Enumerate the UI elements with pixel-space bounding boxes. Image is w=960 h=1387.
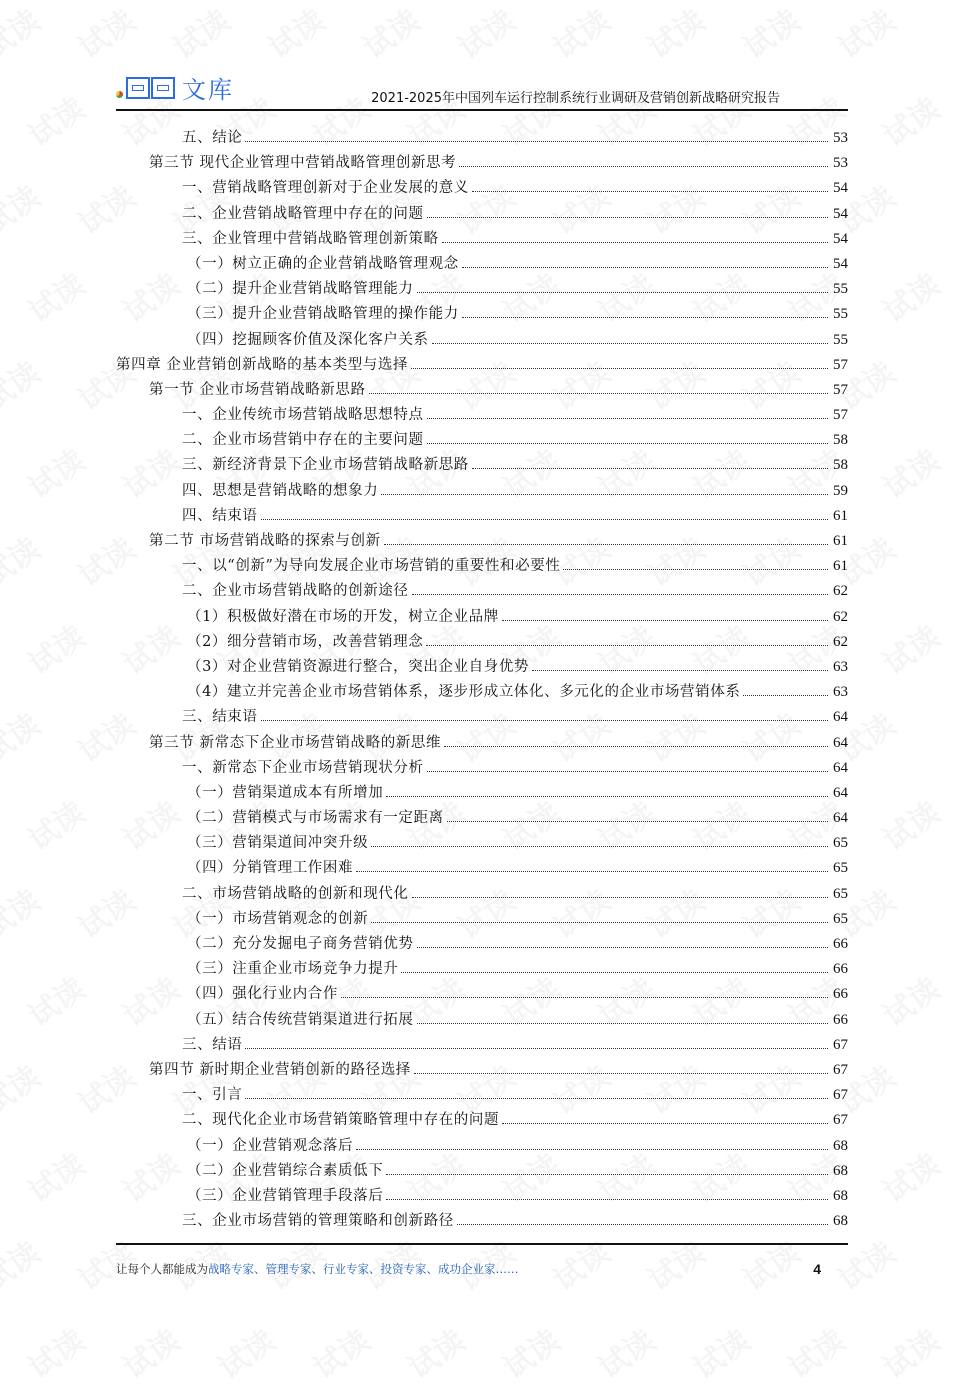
toc-entry[interactable] [116, 1008, 848, 1033]
toc-entry-label: （2）细分营销市场，改善营销理念 [187, 633, 424, 650]
toc-entry-page: 57 [833, 356, 848, 373]
toc-entry-page: 62 [833, 583, 848, 600]
toc-entry-label: （二）企业营销综合素质低下 [187, 1162, 384, 1179]
watermark-text [0, 1229, 47, 1299]
watermark-text [0, 0, 47, 67]
toc-dot-leader [384, 544, 828, 545]
toc-dot-leader [502, 620, 828, 621]
toc-entry-page: 66 [833, 936, 848, 952]
toc-entry-label: （3）对企业营销资源进行整合，突出企业自身优势 [187, 658, 530, 675]
toc-dot-leader [426, 645, 828, 646]
watermark-text [163, 0, 237, 67]
toc-entry-page: 65 [833, 860, 848, 877]
toc-entry-page: 55 [833, 281, 848, 298]
toc-entry[interactable] [116, 1209, 848, 1234]
toc-dot-leader [472, 191, 828, 192]
toc-entry[interactable] [116, 302, 848, 327]
watermark-text [68, 0, 142, 67]
watermark-text [18, 613, 92, 683]
toc-dot-leader [459, 166, 828, 167]
toc-dot-leader [386, 1174, 828, 1175]
toc-entry-label: 三、企业市场营销的管理策略和创新路径 [182, 1213, 454, 1230]
toc-entry-page: 66 [833, 986, 848, 1003]
toc-entry[interactable] [116, 680, 848, 705]
footer-slogan-highlight: 战略专家、管理专家、行业专家、投资专家、成功企业家…… [208, 1262, 519, 1276]
toc-entry[interactable] [116, 1033, 848, 1058]
watermark-text [18, 261, 92, 331]
toc-entry[interactable] [116, 403, 848, 428]
toc-entry-label: 二、企业市场营销中存在的主要问题 [182, 432, 424, 449]
toc-entry-page: 61 [833, 507, 848, 524]
watermark-text [543, 0, 617, 67]
toc-entry[interactable] [116, 504, 848, 529]
toc-entry-page: 65 [833, 835, 848, 852]
watermark-text [303, 1317, 377, 1387]
footer-slogan-lead: 让每个人都能成为 [116, 1262, 208, 1276]
toc-entry-label: （二）提升企业营销战略管理能力 [187, 281, 414, 298]
toc-entry-label: 四、结束语 [182, 507, 258, 524]
toc-entry-label: 一、引言 [182, 1087, 243, 1104]
logo-mark-icon [126, 77, 176, 99]
toc-entry[interactable] [116, 1159, 848, 1184]
toc-entry-page: 55 [833, 306, 848, 323]
toc-entry-label: 第三节 新常态下企业市场营销战略的新思维 [149, 734, 442, 751]
page-number: 4 [813, 1261, 821, 1277]
toc-entry-label: 一、以“创新”为导向发展企业市场营销的重要性和必要性 [182, 558, 561, 575]
toc-entry-page: 63 [833, 684, 848, 701]
toc-entry-page: 64 [833, 759, 848, 776]
logo-dot-icon [116, 91, 123, 98]
watermark-text [353, 0, 427, 67]
toc-entry[interactable] [116, 1184, 848, 1209]
toc-entry[interactable] [116, 756, 848, 781]
toc-entry-page: 54 [833, 230, 848, 247]
toc-dot-leader [563, 569, 828, 570]
toc-dot-leader [447, 821, 828, 822]
toc-dot-leader [417, 292, 829, 293]
wenku-logo [116, 70, 234, 105]
watermark-text [873, 437, 947, 507]
toc-entry-page: 57 [833, 381, 848, 398]
toc-entry-label: （二）营销模式与市场需求有一定距离 [187, 810, 444, 827]
toc-dot-leader [371, 846, 828, 847]
toc-entry[interactable] [116, 882, 848, 907]
toc-entry-label: （一）营销渠道成本有所增加 [187, 784, 384, 801]
toc-entry-page: 67 [833, 1087, 848, 1104]
toc-entry-label: （三）企业营销管理手段落后 [187, 1187, 384, 1204]
toc-dot-leader [386, 796, 828, 797]
toc-entry[interactable] [116, 378, 848, 403]
toc-entry-label: （四）分销管理工作困难 [187, 860, 354, 877]
toc-entry-label: 一、企业传统市场营销战略思想特点 [182, 407, 424, 424]
toc-entry-label: 一、营销战略管理创新对于企业发展的意义 [182, 180, 469, 197]
toc-entry[interactable] [116, 705, 848, 730]
toc-dot-leader [427, 771, 828, 772]
toc-entry-page: 54 [833, 180, 848, 197]
watermark-text [873, 261, 947, 331]
toc-entry[interactable] [116, 982, 848, 1007]
toc-dot-leader [427, 443, 828, 444]
toc-dot-leader [261, 720, 829, 721]
watermark-text [18, 1141, 92, 1211]
toc-dot-leader [432, 343, 828, 344]
toc-entry[interactable] [116, 605, 848, 630]
toc-entry-page: 68 [833, 1137, 848, 1154]
watermark-text [873, 1317, 947, 1387]
toc-entry-label: （1）积极做好潜在市场的开发，树立企业品牌 [187, 608, 499, 625]
toc-entry-label: 第三节 现代企业管理中营销战略管理创新思考 [149, 155, 457, 172]
toc-entry[interactable] [116, 579, 848, 604]
toc-dot-leader [245, 1098, 828, 1099]
toc-dot-leader [462, 267, 828, 268]
toc-entry-page: 61 [833, 558, 848, 575]
toc-entry[interactable] [116, 479, 848, 504]
document-title: 2021-2025年中国列车运行控制系统行业调研及营销创新战略研究报告 [371, 91, 780, 106]
watermark-text [493, 1317, 567, 1387]
toc-entry-label: 三、结束语 [182, 709, 258, 726]
toc-entry-label: （三）营销渠道间冲突升级 [187, 835, 369, 852]
toc-entry-label: 三、企业管理中营销战略管理创新策略 [182, 230, 439, 247]
toc-entry-page: 58 [833, 432, 848, 449]
watermark-text [0, 1053, 47, 1123]
toc-dot-leader [401, 972, 828, 973]
toc-entry-label: 三、结语 [182, 1036, 243, 1053]
toc-entry-page: 67 [833, 1112, 848, 1129]
toc-entry[interactable] [116, 126, 848, 151]
watermark-text [18, 789, 92, 859]
toc-entry[interactable] [116, 1083, 848, 1108]
footer-divider [116, 1243, 848, 1245]
watermark-text [0, 349, 47, 419]
toc-dot-leader [412, 897, 829, 898]
toc-entry-label: 五、结论 [182, 130, 243, 146]
toc-entry-page: 57 [833, 407, 848, 424]
watermark-text [208, 1317, 282, 1387]
watermark-text [778, 1317, 852, 1387]
toc-entry[interactable] [116, 151, 848, 176]
watermark-text [18, 437, 92, 507]
toc-entry-page: 61 [833, 533, 848, 549]
toc-dot-leader [502, 1123, 828, 1124]
toc-entry-page: 67 [833, 1036, 848, 1053]
toc-entry[interactable] [116, 781, 848, 806]
toc-entry-page: 67 [833, 1061, 848, 1078]
toc-dot-leader [341, 997, 828, 998]
watermark-text [733, 0, 807, 67]
toc-entry[interactable] [116, 353, 848, 378]
toc-entry-page: 65 [833, 910, 848, 927]
toc-entry-label: 第一节 企业市场营销战略新思路 [149, 381, 366, 398]
toc-entry-page: 53 [833, 155, 848, 172]
toc-entry-label: 二、企业营销战略管理中存在的问题 [182, 205, 424, 222]
toc-entry-page: 55 [833, 331, 848, 348]
toc-dot-leader [743, 695, 828, 696]
toc-entry-label: （二）充分发掘电子商务营销优势 [187, 936, 414, 952]
toc-entry-page: 54 [833, 205, 848, 222]
toc-dot-leader [427, 418, 828, 419]
watermark-text [448, 0, 522, 67]
toc-entry-label: （一）树立正确的企业营销战略管理观念 [187, 255, 459, 272]
toc-dot-leader [369, 393, 828, 394]
watermark-text [18, 85, 92, 155]
watermark-text [0, 877, 47, 947]
table-of-contents [116, 126, 848, 1234]
toc-entry-page: 64 [833, 784, 848, 801]
toc-dot-leader [245, 141, 828, 142]
toc-entry-page: 64 [833, 810, 848, 827]
toc-entry-page: 53 [833, 130, 848, 146]
logo-text: 文库 [182, 76, 234, 104]
toc-entry-page: 68 [833, 1187, 848, 1204]
watermark-text [0, 701, 47, 771]
toc-entry-label: （四）挖掘顾客价值及深化客户关系 [187, 331, 429, 348]
toc-dot-leader [381, 494, 828, 495]
footer-slogan [116, 1261, 519, 1277]
toc-entry-page: 64 [833, 709, 848, 726]
toc-entry-page: 54 [833, 255, 848, 272]
toc-dot-leader [532, 670, 828, 671]
toc-entry-label: 第四节 新时期企业营销创新的路径选择 [149, 1061, 411, 1078]
watermark-text [873, 1141, 947, 1211]
toc-dot-leader [427, 217, 828, 218]
toc-entry-label: 二、市场营销战略的创新和现代化 [182, 885, 409, 902]
watermark-text [828, 1229, 902, 1299]
toc-dot-leader [245, 1048, 828, 1049]
toc-entry[interactable] [116, 932, 848, 957]
toc-entry-page: 62 [833, 608, 848, 625]
toc-entry-page: 68 [833, 1162, 848, 1179]
toc-dot-leader [356, 871, 828, 872]
toc-dot-leader [472, 468, 828, 469]
toc-dot-leader [417, 947, 829, 948]
toc-entry-label: 第四章 企业营销创新战略的基本类型与选择 [116, 356, 409, 373]
toc-dot-leader [442, 242, 828, 243]
watermark-text [258, 0, 332, 67]
toc-entry[interactable] [116, 806, 848, 831]
watermark-text [638, 0, 712, 67]
toc-entry-label: （三）提升企业营销战略管理的操作能力 [187, 306, 459, 323]
watermark-text [873, 613, 947, 683]
toc-entry-label: 三、新经济背景下企业市场营销战略新思路 [182, 457, 469, 474]
toc-entry[interactable] [116, 176, 848, 201]
toc-entry-label: （4）建立并完善企业市场营销体系，逐步形成立体化、多元化的企业市场营销体系 [187, 684, 741, 701]
watermark-text [873, 965, 947, 1035]
toc-entry[interactable] [116, 554, 848, 579]
toc-dot-leader [457, 1224, 828, 1225]
toc-entry[interactable] [116, 731, 848, 756]
toc-entry[interactable] [116, 831, 848, 856]
toc-entry-page: 68 [833, 1213, 848, 1230]
toc-entry-page: 64 [833, 734, 848, 751]
toc-entry[interactable] [116, 277, 848, 302]
toc-entry-page: 65 [833, 885, 848, 902]
page-footer [116, 1261, 821, 1277]
toc-dot-leader [417, 1023, 829, 1024]
toc-dot-leader [356, 1149, 828, 1150]
page-header [116, 68, 848, 110]
watermark-text [873, 85, 947, 155]
toc-dot-leader [414, 1073, 828, 1074]
toc-entry[interactable] [116, 907, 848, 932]
toc-entry[interactable] [116, 655, 848, 680]
toc-entry[interactable] [116, 856, 848, 881]
toc-entry-page: 58 [833, 457, 848, 474]
toc-entry[interactable] [116, 1058, 848, 1083]
toc-entry[interactable] [116, 1134, 848, 1159]
watermark-text [18, 1317, 92, 1387]
toc-dot-leader [412, 594, 829, 595]
watermark-text [873, 789, 947, 859]
toc-dot-leader [462, 317, 828, 318]
toc-dot-leader [261, 519, 829, 520]
toc-entry[interactable] [116, 630, 848, 655]
toc-entry[interactable] [116, 428, 848, 453]
watermark-text [398, 1317, 472, 1387]
toc-entry-label: （一）市场营销观念的创新 [187, 910, 369, 927]
toc-dot-leader [411, 368, 828, 369]
toc-entry-page: 63 [833, 658, 848, 675]
toc-entry-label: （四）强化行业内合作 [187, 986, 338, 1003]
toc-entry-label: （一）企业营销观念落后 [187, 1137, 354, 1154]
toc-entry[interactable] [116, 957, 848, 982]
watermark-text [0, 525, 47, 595]
toc-entry-label: 四、思想是营销战略的想象力 [182, 482, 379, 499]
watermark-text [0, 173, 47, 243]
toc-entry-page: 62 [833, 633, 848, 650]
toc-entry-label: 一、新常态下企业市场营销现状分析 [182, 759, 424, 776]
toc-entry-label: 二、企业市场营销战略的创新途径 [182, 583, 409, 600]
watermark-text [113, 1317, 187, 1387]
toc-dot-leader [444, 746, 828, 747]
watermark-text [588, 1317, 662, 1387]
toc-entry[interactable] [116, 453, 848, 478]
toc-entry[interactable] [116, 328, 848, 353]
toc-entry-label: （三）注重企业市场竞争力提升 [187, 961, 399, 978]
toc-entry[interactable] [116, 252, 848, 277]
toc-dot-leader [371, 922, 828, 923]
toc-entry-page: 59 [833, 482, 848, 499]
toc-entry-label: 二、现代化企业市场营销策略管理中存在的问题 [182, 1112, 500, 1129]
toc-entry-page: 66 [833, 1011, 848, 1028]
toc-entry-label: 第二节 市场营销战略的探索与创新 [149, 533, 381, 549]
toc-dot-leader [386, 1199, 828, 1200]
toc-entry-page: 66 [833, 961, 848, 978]
toc-entry[interactable] [116, 202, 848, 227]
watermark-text [18, 965, 92, 1035]
watermark-text [828, 0, 902, 67]
toc-entry[interactable] [116, 1108, 848, 1133]
toc-entry[interactable] [116, 227, 848, 252]
toc-entry[interactable] [116, 529, 848, 554]
watermark-text [683, 1317, 757, 1387]
header-divider [116, 109, 848, 111]
toc-entry-label: （五）结合传统营销渠道进行拓展 [187, 1011, 414, 1028]
